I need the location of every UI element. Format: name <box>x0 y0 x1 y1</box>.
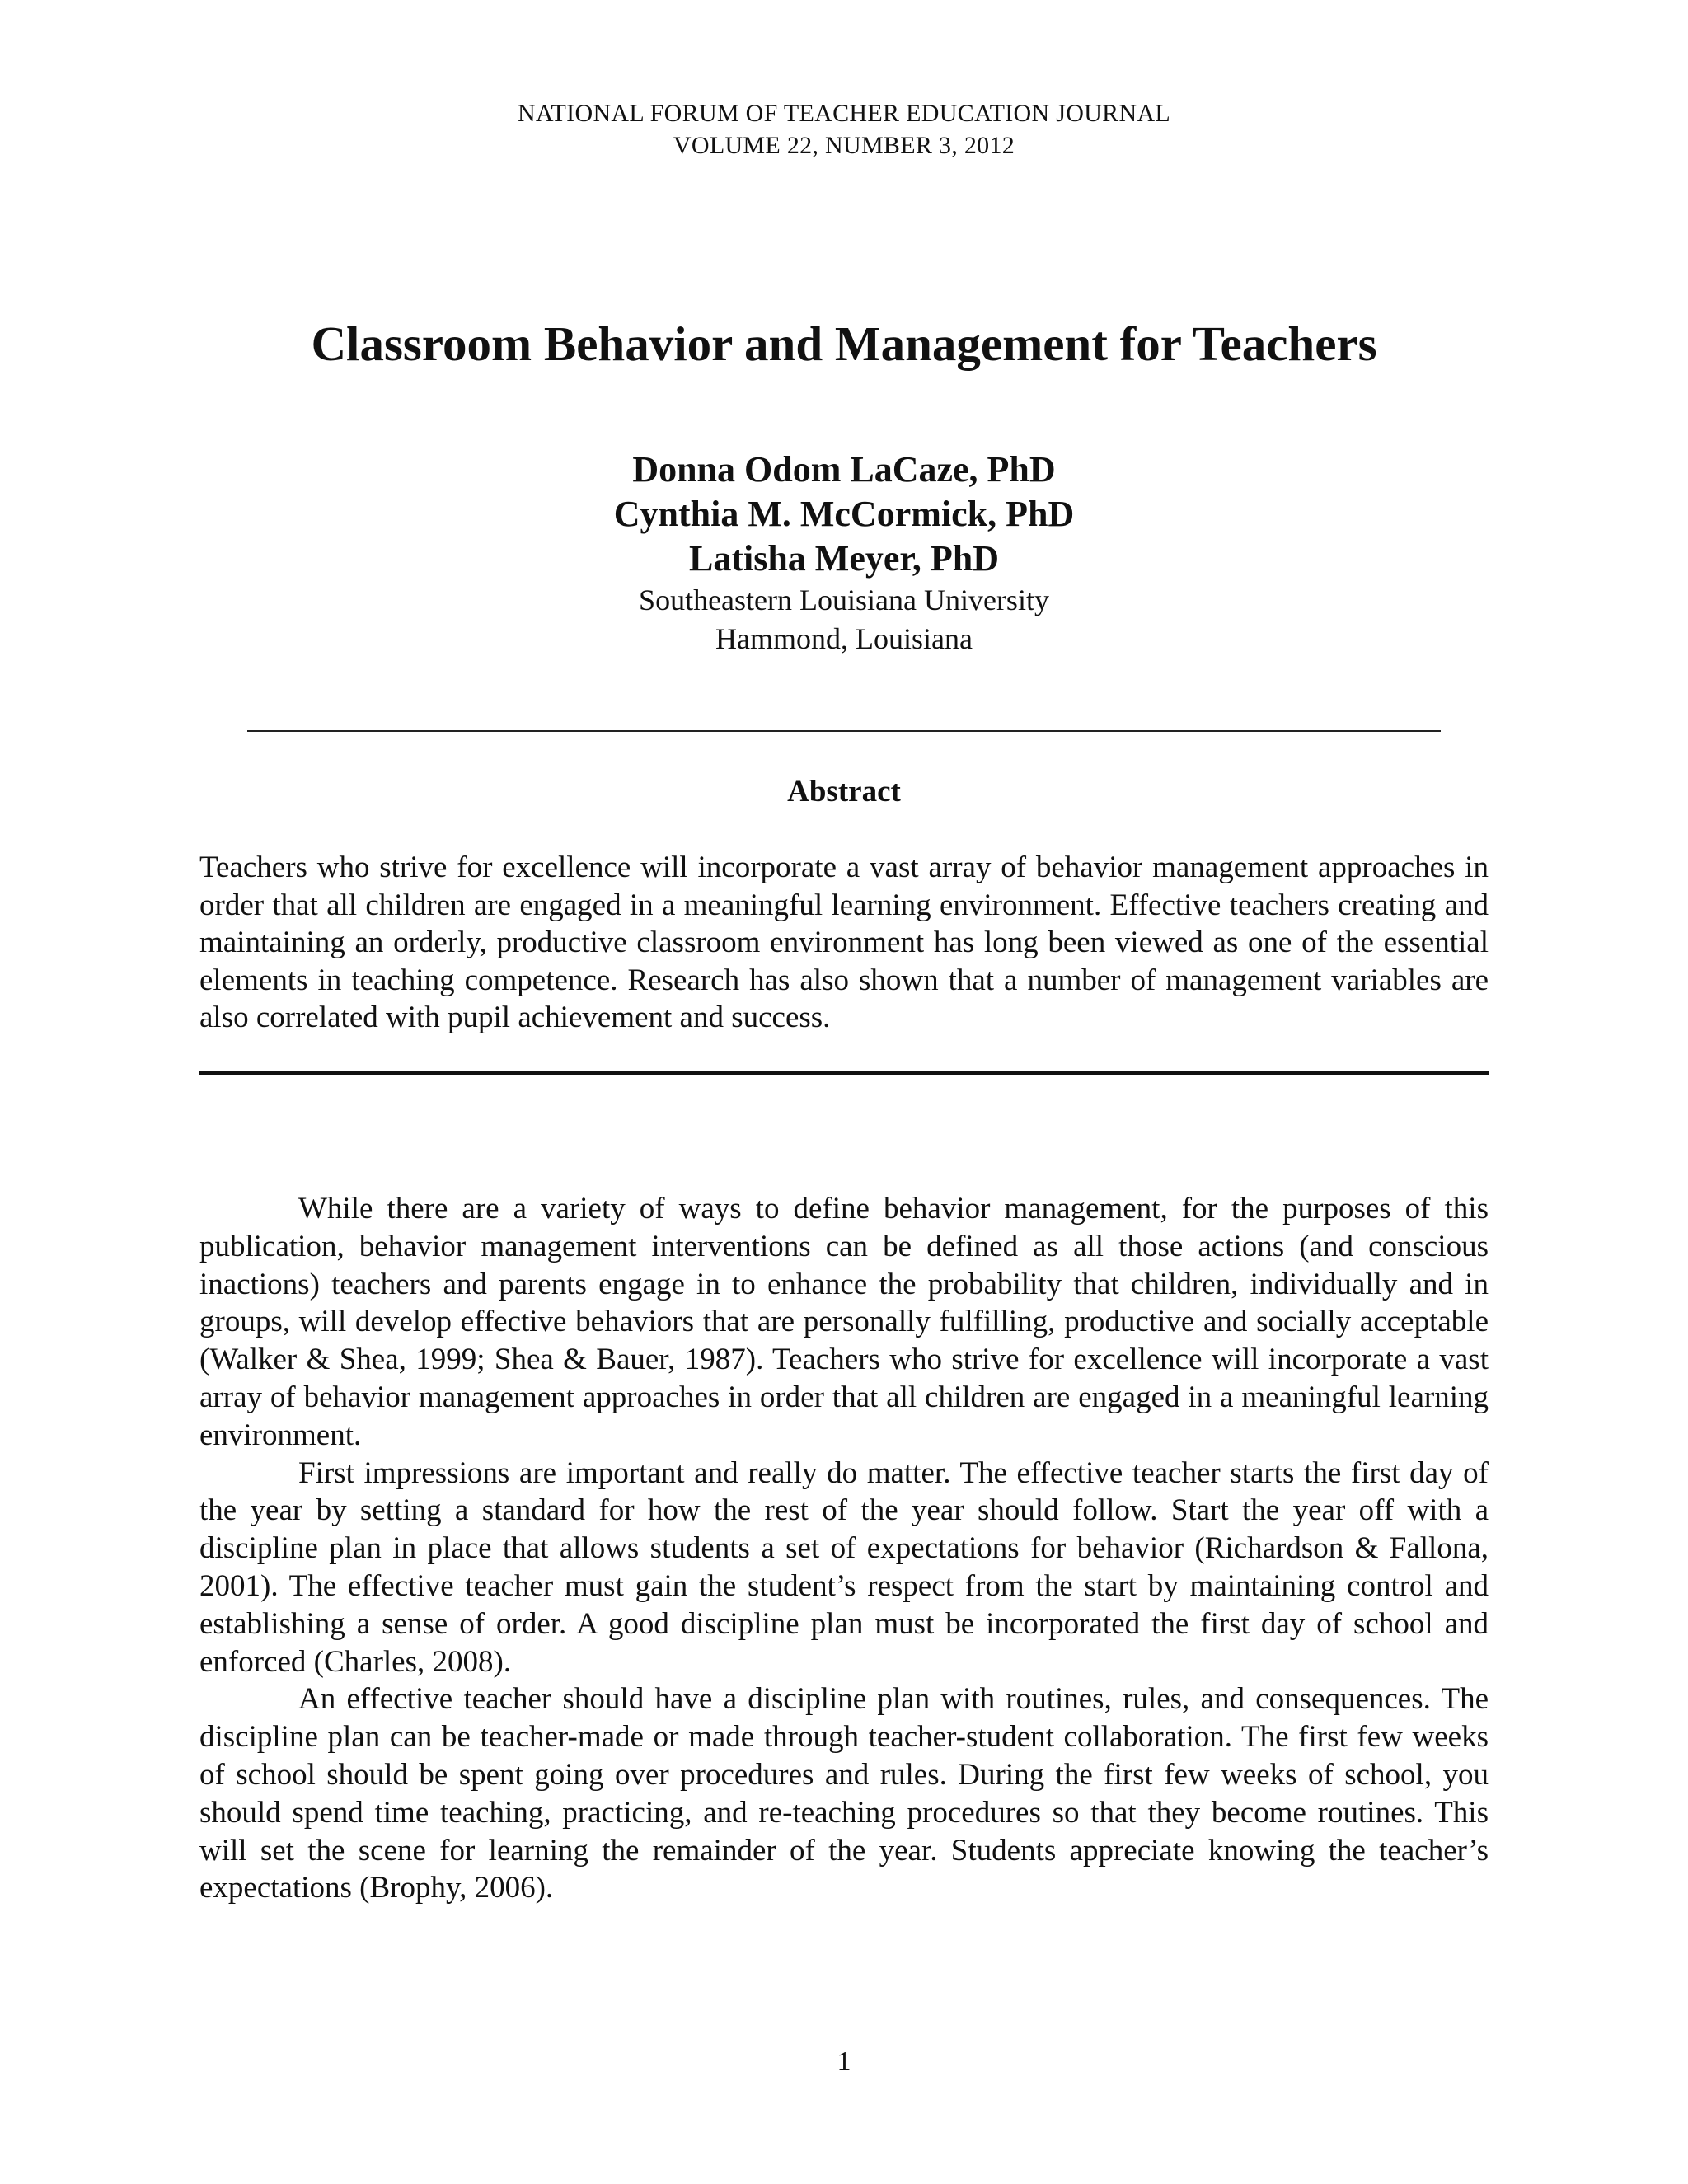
body-paragraph: An effective teacher should have a discipline plan with routines, rules, and consequences. The discipline plan can be teacher-made or made through teacher-student collaboration. The first few weeks of school should be spent going over procedures and rules. During the first few weeks of school, you should spend time teaching, practicing, and re-teaching procedures so that they become routines. This will set the scene for learning the remainder of the year. Students appreciate knowing the teacher’s expectations (Brophy, 2006). <box>199 1682 1489 1905</box>
abstract-heading: Abstract <box>787 775 901 808</box>
divider-rule <box>247 730 1441 732</box>
body-paragraph: While there are a variety of ways to define behavior management, for the purposes of this publication, behavior management interventions can be defined as all those actions (and conscious inactions) teachers and parents engage in to enhance the probability that children, individually and in groups, will develop effective behaviors that are personally fulfilling, productive and socially acceptable (Walker & Shea, 1999; Shea & Bauer, 1987). Teachers who strive for excellence will incorporate a vast array of behavior management approaches in order that all children are engaged in a meaningful learning environment. <box>199 1192 1489 1452</box>
affiliation-location: Hammond, Louisiana <box>715 622 973 655</box>
paper-title: Classroom Behavior and Management for Teachers <box>311 316 1377 371</box>
body-paragraph: First impressions are important and really do matter. The effective teacher starts the first day of the year by setting a standard for how the rest of the year should follow. Start the year off with a discipline plan in place that allows students a set of expectations for behavior (Richardson & Fallona, 2001). The effective teacher must gain the student’s respect from the start by maintaining control and establishing a sense of order. A good discipline plan must be incorporated the first day of school and enforced (Charles, 2008). <box>199 1455 1489 1679</box>
body-text <box>199 1190 1489 1907</box>
abstract-text: Teachers who strive for excellence will incorporate a vast array of behavior management approaches in order that all children are engaged in a meaningful learning environment. Effective teachers creating and maintaining an orderly, productive classroom environment has long been viewed as one of the essential elements in teaching competence. Research has also shown that a number of management variables are also correlated with pupil achievement and success. <box>199 851 1489 1034</box>
author-name-3: Latisha Meyer, PhD <box>688 538 1000 579</box>
affiliation-university: Southeastern Louisiana University <box>639 583 1049 616</box>
page-number: 1 <box>837 2046 851 2077</box>
journal-header <box>0 97 1688 162</box>
author-name-1: Donna Odom LaCaze, PhD <box>632 449 1056 490</box>
journal-name: NATIONAL FORUM OF TEACHER EDUCATION JOURNAL <box>517 100 1171 127</box>
abstract-end-rule <box>199 1071 1489 1075</box>
author-block <box>0 448 1688 658</box>
author-name-2: Cynthia M. McCormick, PhD <box>613 494 1075 534</box>
journal-volume: VOLUME 22, NUMBER 3, 2012 <box>673 132 1015 159</box>
